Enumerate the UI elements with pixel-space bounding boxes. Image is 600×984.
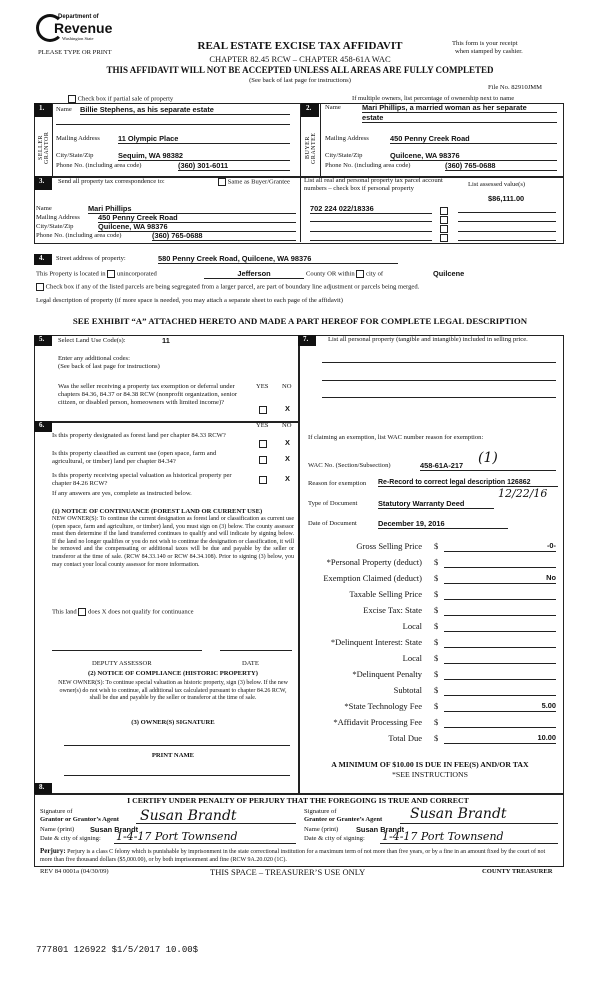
personal-line-1 [322, 362, 556, 363]
grantee-date-hand: 1-4-17 Port Townsend [382, 830, 504, 843]
buyer-mailing: 450 Penny Creek Road [390, 134, 557, 144]
personal-property-label: List all personal property (tangible and intangible) included in selling price. [328, 336, 528, 343]
street-label: Street address of property: [56, 255, 126, 262]
reason-label: Reason for exemption [308, 480, 367, 487]
logo-name: Revenue [54, 20, 113, 36]
reason-hand: 12/22/16 [498, 487, 548, 500]
personal-line-2 [322, 380, 556, 381]
grantor-signature: Susan Brandt [140, 808, 237, 824]
parcel-line-4 [310, 240, 432, 241]
assessed-value: $86,111.00 [488, 194, 525, 203]
divider [300, 176, 301, 242]
corr-phone-label: Phone No. (including area code) [36, 232, 122, 239]
deputy-date: DATE [242, 660, 259, 667]
corr-mailing-label: Mailing Address [36, 214, 80, 221]
corr-name: Mari Phillips [88, 204, 296, 214]
logo-state: Washington State [62, 36, 94, 41]
divider [320, 103, 321, 176]
corr-city-label: City/State/Zip [36, 223, 74, 230]
rev-number: REV 84 0001a (04/30/09) [40, 868, 109, 875]
grantor-print: Susan Brandt [90, 825, 139, 834]
sec6-if-yes: If any answers are yes, complete as instructed below. [52, 490, 192, 497]
date-doc-value: December 19, 2016 [378, 519, 508, 529]
chapters: CHAPTER 82.45 RCW – CHAPTER 458-61A WAC [209, 54, 391, 64]
dor-logo [36, 14, 116, 44]
personal-line-3 [322, 397, 556, 398]
sec6-q3-no-mark: X [285, 474, 290, 483]
print-name-line [64, 775, 290, 776]
seller-name-label: Name [56, 106, 72, 113]
exhibit-a: SEE EXHIBIT “A” ATTACHED HERETO AND MADE A PART HEREOF FOR COMPLETE LEGAL DESCRIPTION [72, 316, 528, 326]
grantee-print: Susan Brandt [356, 825, 405, 834]
see-instructions: *SEE INSTRUCTIONS [391, 770, 469, 779]
seller-side-label: SELLER GRANTOR [38, 131, 50, 165]
grantee-print-label: Name (print) [304, 826, 339, 833]
seller-phone-label: Phone No. (including area code) [56, 162, 142, 169]
section-7-tag: 7. [300, 335, 311, 343]
deputy-assessor: DEPUTY ASSESSOR [92, 660, 152, 667]
same-as-buyer: Same as Buyer/Grantee [218, 178, 290, 186]
seller-name-line2 [56, 124, 290, 125]
additional-codes: Enter any additional codes: [58, 355, 130, 362]
section-2-tag: 2. [303, 104, 314, 112]
grantor-sig-line [136, 823, 296, 824]
buyer-city-label: City/State/Zip [325, 152, 363, 159]
type-value: Statutory Warranty Deed [378, 499, 494, 509]
owner-sig-line [64, 745, 290, 746]
sec6-q3: Is this property receiving special valuation as historical property per chapter 84.26 RCW? [52, 472, 232, 487]
form-title: REAL ESTATE EXCISE TAX AFFIDAVIT [197, 40, 403, 52]
see-back: (See back of last page for instructions) [249, 77, 351, 84]
notice1-title: (1) NOTICE OF CONTINUANCE (FOREST LAND OR CURRENT USE) [52, 508, 263, 515]
seller-name: Billie Stephens, as his separate estate [80, 105, 290, 115]
segregated-checkbox[interactable] [36, 283, 44, 291]
parcel-header-2: numbers – check box if personal property [304, 185, 414, 192]
sec6-q1-yes-checkbox[interactable] [259, 440, 267, 448]
file-no: File No. 82910JMM [488, 84, 543, 91]
sec6-q3-yes-checkbox[interactable] [259, 476, 267, 484]
seller-phone: (360) 301-6011 [178, 161, 290, 171]
corr-name-label: Name [36, 205, 52, 212]
exemption-claim: If claiming an exemption, list WAC number reason for exemption: [308, 434, 484, 441]
land-use-code: 11 [162, 336, 170, 345]
grantor-date-hand: 1-4-17 Port Townsend [116, 830, 238, 843]
deputy-date-line [220, 650, 292, 651]
receipt-note-2: when stamped by cashier. [455, 48, 523, 55]
parcel-number: 702 224 022/18336 [310, 204, 432, 214]
owner-signature: (3) OWNER(S) SIGNATURE [131, 719, 215, 726]
grantor-date-line [114, 843, 296, 844]
seller-mailing: 11 Olympic Place [118, 134, 290, 144]
reason-value: Re-Record to correct legal description 126862 [378, 479, 558, 487]
parcel-checkbox-3[interactable] [440, 225, 448, 233]
section-1-tag: 1. [36, 104, 47, 112]
section-5-tag: 5. [36, 335, 47, 343]
grantee-sig-label-1: Signature of [304, 808, 337, 815]
buyer-side-label: BUYER GRANTEE [305, 132, 317, 164]
section-3-tag: 3. [36, 177, 47, 185]
city-name: Quilcene [433, 269, 465, 278]
print-name: PRINT NAME [151, 752, 195, 759]
seller-city: Sequim, WA 98382 [118, 151, 290, 161]
wac-hand: (1) [478, 450, 498, 466]
section-6-tag: 6. [36, 421, 47, 429]
buyer-name-2: estate [362, 113, 557, 123]
grantor-sig-label-1: Signature of [40, 808, 73, 815]
certify: I CERTIFY UNDER PENALTY OF PERJURY THAT THE FOREGOING IS TRUE AND CORRECT [127, 796, 469, 805]
send-correspondence-label: Send all property tax correspondence to: [58, 178, 165, 185]
treasurer-space: THIS SPACE – TREASURER’S USE ONLY [210, 867, 366, 877]
buyer-name-1: Mari Phillips, a married woman as her separate [362, 103, 557, 113]
grantor-sig-label-2: Grantor or Grantor’s Agent [40, 816, 119, 823]
assessed-line-1 [458, 212, 556, 213]
buyer-phone: (360) 765-0688 [445, 161, 557, 171]
county-treasurer: COUNTY TREASURER [482, 868, 553, 875]
receipt-note-1: This form is your receipt [452, 40, 518, 47]
buyer-city: Quilcene, WA 98376 [390, 151, 557, 161]
buyer-phone-label: Phone No. (including area code) [325, 162, 411, 169]
legal-description-label: Legal description of property (if more space is needed, you may attach a separate sheet to each page of the affidavit) [36, 297, 343, 304]
unincorporated-checkbox[interactable] [107, 270, 115, 278]
divider [52, 103, 53, 176]
grantee-sig-line [400, 823, 558, 824]
same-as-buyer-checkbox[interactable] [218, 178, 226, 186]
minimum-due: A MINIMUM OF $10.00 IS DUE IN FEE(S) AND/OR TAX [331, 760, 529, 769]
warning: THIS AFFIDAVIT WILL NOT BE ACCEPTED UNLESS ALL AREAS ARE FULLY COMPLETED [106, 65, 494, 75]
assessed-line-2 [458, 221, 556, 222]
sec6-q2: Is this property classified as current use (open space, farm and agricultural, or timber) land per chapter 84.34? [52, 450, 217, 465]
perjury: Perjury: Perjury is a class C felony which is punishable by imprisonment in the state correctional institution for a maximum term of not more than five years, or by a fine in an amount fixed by the court of not more than five thousand dollars ($5,000.00), or by both imprisonment and fine (RCW 9A.20.020 (1C). [40, 847, 546, 863]
notice1-body: NEW OWNER(S): To continue the current designation as forest land or classification as current use (open space, farm and agriculture, or timber) land, you must sign on (3) below. The county assessor must then determine if the land transferred continues to qualify and will indicate by signing below. If the land no longer qualifies or you do not wish to continue the designation or classification, it will be removed and the compensating or additional taxes will be due and payable by the seller or transferor at the time of sale. (RCW 84.33.140 or RCW 84.34.108). Prior to signing (3) below, you may contact your local county assessor for more information. [52, 516, 294, 568]
sec6-q2-yes-checkbox[interactable] [259, 456, 267, 464]
multiple-owners: If multiple owners, list percentage of ownership next to name [352, 95, 515, 102]
sec6-q1: Is this property designated as forest land per chapter 84.33 RCW? [52, 432, 226, 439]
section-4-tag: 4. [36, 254, 47, 262]
grantee-date-line [380, 843, 558, 844]
parcel-line-2 [310, 221, 432, 222]
grantor-print-label: Name (print) [40, 826, 75, 833]
parcel-header-1: List all real and personal property tax parcel account [304, 177, 443, 184]
notice2-title: (2) NOTICE OF COMPLIANCE (HISTORIC PROPERTY) [88, 670, 258, 677]
assessed-line-4 [458, 240, 556, 241]
corr-phone: (360) 765-0688 [152, 231, 296, 241]
partial-sale: Check box if partial sale of property [68, 95, 173, 103]
grantor-date-label: Date & city of signing: [40, 835, 101, 842]
wac-label: WAC No. (Section/Subsection) [308, 462, 391, 469]
sec5-yes: YES [256, 383, 269, 390]
please-type: PLEASE TYPE OR PRINT [38, 49, 112, 56]
county-name: Jefferson [204, 269, 304, 279]
buyer-name-label: Name [325, 104, 341, 111]
sec5-no-mark: X [285, 404, 290, 413]
sec6-q1-no-mark: X [285, 438, 290, 447]
corr-mailing: 450 Penny Creek Road [98, 213, 296, 223]
located-in: This Property is located in unincorporated [36, 270, 157, 278]
type-label: Type of Document [308, 500, 358, 507]
parcel-checkbox-2[interactable] [440, 216, 448, 224]
parcel-line-3 [310, 231, 432, 232]
recording-stamp: 777801 126922 $1/5/2017 10.00$ [36, 945, 199, 955]
wac-value: 458-61A-217 [420, 461, 556, 471]
date-doc-label: Date of Document [308, 520, 357, 527]
within-city-checkbox[interactable] [356, 270, 364, 278]
seller-city-label: City/State/Zip [56, 152, 94, 159]
street-address: 580 Penny Creek Road, Quilcene, WA 98376 [158, 254, 398, 264]
segregated: Check box if any of the listed parcels are being segregated from a larger parcel, are part of boundary line adjustment or parcels being merged. [36, 283, 419, 291]
sec5-no: NO [282, 383, 292, 390]
deputy-sig-line [52, 650, 202, 651]
grantee-sig-label-2: Grantee or Grantee’s Agent [304, 816, 383, 823]
sec6-no: NO [282, 422, 292, 429]
assessed-line-3 [458, 231, 556, 232]
parcel-checkbox-1[interactable] [440, 207, 448, 215]
this-land: This land does X does not qualify for continuance [52, 608, 194, 616]
logo-dept: Department of [58, 14, 99, 20]
sec6-q2-no-mark: X [285, 454, 290, 463]
sec5-yes-checkbox[interactable] [259, 406, 267, 414]
sec6-yes: YES [256, 422, 269, 429]
sec5-see-back: (See back of last page for instructions) [58, 363, 160, 370]
does-qualify-checkbox[interactable] [78, 608, 86, 616]
parcel-checkbox-4[interactable] [440, 234, 448, 242]
notice2-body: NEW OWNER(S): To continue special valuation as historic property, sign (3) below. If the new owner(s) do not wish to continue, all additional tax calculated pursuant to chapter 84.26 RCW, shall be due and payable by the seller or transferor at the time of sale. [58, 680, 288, 702]
grantee-date-label: Date & city of signing: [304, 835, 365, 842]
corr-city: Quilcene, WA 98376 [98, 222, 296, 232]
partial-sale-checkbox[interactable] [68, 95, 76, 103]
sec5-q1: Was the seller receiving a property tax exemption or deferral under chapters 84.36, 84.37 or 84.38 RCW (nonprofit organization, senior citizen, or disabled person, homeowners with limited income)? [58, 383, 238, 406]
land-use-label: Select Land Use Code(s): [58, 337, 126, 344]
assessed-header: List assessed value(s) [468, 181, 526, 188]
seller-mailing-label: Mailing Address [56, 135, 100, 142]
grantee-signature: Susan Brandt [410, 806, 507, 822]
county-or: County OR within city of [306, 270, 384, 278]
section-8-tag: 8. [36, 783, 47, 791]
buyer-mailing-label: Mailing Address [325, 135, 369, 142]
